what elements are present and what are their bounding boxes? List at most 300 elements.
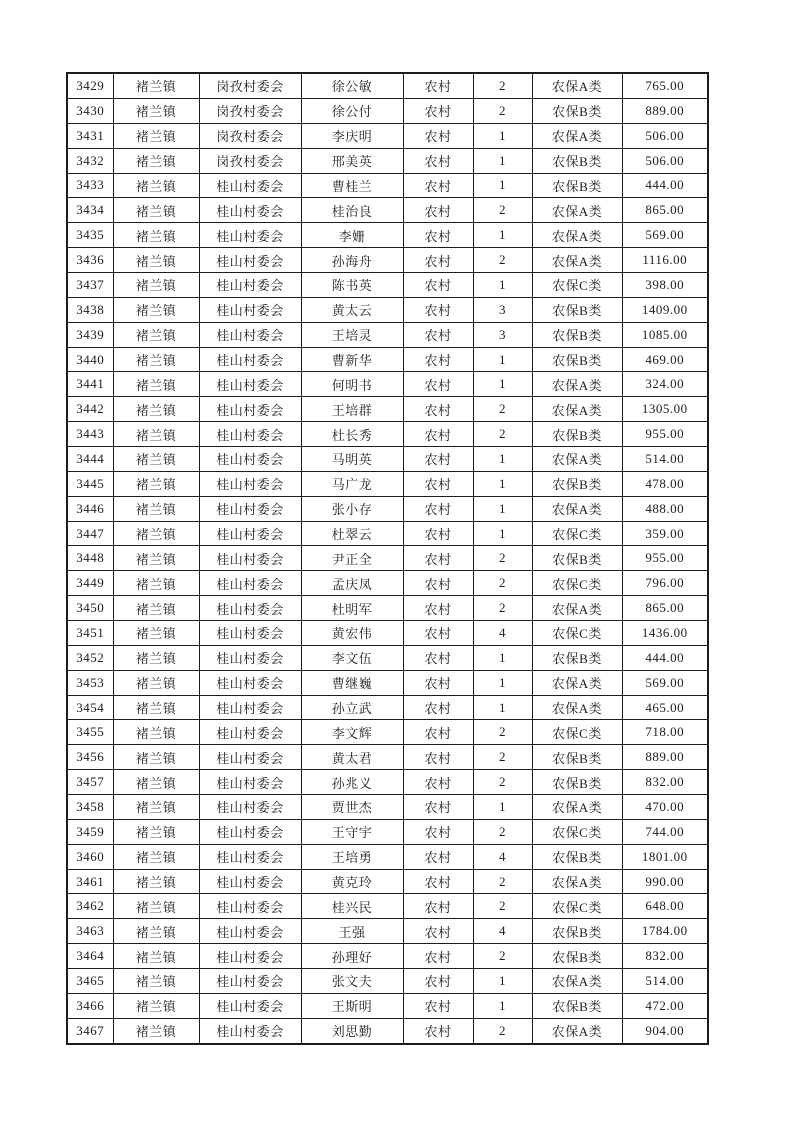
table-cell: 2 [473, 73, 532, 98]
table-cell: 桂山村委会 [199, 919, 301, 944]
table-cell: 648.00 [622, 894, 708, 919]
table-cell: 褚兰镇 [113, 770, 199, 795]
table-cell: 农村 [403, 869, 473, 894]
table-cell: 3433 [67, 173, 113, 198]
table-cell: 569.00 [622, 223, 708, 248]
table-row [67, 73, 708, 98]
table-cell: 何明书 [301, 372, 403, 397]
table-cell: 765.00 [622, 73, 708, 98]
table-cell: 3447 [67, 521, 113, 546]
table-cell: 832.00 [622, 944, 708, 969]
table-cell: 3430 [67, 98, 113, 123]
table-cell: 865.00 [622, 596, 708, 621]
table-cell: 3434 [67, 198, 113, 223]
table-row [67, 148, 708, 173]
table-cell: 农村 [403, 571, 473, 596]
table-row [67, 944, 708, 969]
table-cell: 褚兰镇 [113, 894, 199, 919]
table-cell: 3431 [67, 123, 113, 148]
table-cell: 桂山村委会 [199, 869, 301, 894]
table-cell: 2 [473, 720, 532, 745]
table-cell: 农村 [403, 919, 473, 944]
table-row [67, 297, 708, 322]
table-cell: 李文伍 [301, 645, 403, 670]
table-cell: 1 [473, 670, 532, 695]
table-cell: 1085.00 [622, 322, 708, 347]
table-cell: 褚兰镇 [113, 621, 199, 646]
table-cell: 褚兰镇 [113, 297, 199, 322]
table-cell: 褚兰镇 [113, 745, 199, 770]
table-cell: 1 [473, 471, 532, 496]
table-cell: 桂山村委会 [199, 546, 301, 571]
table-cell: 3448 [67, 546, 113, 571]
table-cell: 农村 [403, 521, 473, 546]
table-cell: 796.00 [622, 571, 708, 596]
table-cell: 1784.00 [622, 919, 708, 944]
table-cell: 孙海舟 [301, 248, 403, 273]
table-cell: 农村 [403, 1018, 473, 1044]
table-cell: 889.00 [622, 98, 708, 123]
table-cell: 褚兰镇 [113, 969, 199, 994]
table-cell: 褚兰镇 [113, 422, 199, 447]
table-cell: 褚兰镇 [113, 645, 199, 670]
table-cell: 2 [473, 198, 532, 223]
table-cell: 1 [473, 223, 532, 248]
table-cell: 444.00 [622, 645, 708, 670]
table-row [67, 720, 708, 745]
table-cell: 王培勇 [301, 844, 403, 869]
table-cell: 褚兰镇 [113, 372, 199, 397]
table-cell: 478.00 [622, 471, 708, 496]
table-cell: 1 [473, 795, 532, 820]
table-cell: 邢美英 [301, 148, 403, 173]
table-row [67, 496, 708, 521]
table-cell: 褚兰镇 [113, 123, 199, 148]
table-cell: 桂山村委会 [199, 223, 301, 248]
table-cell: 农村 [403, 596, 473, 621]
table-cell: 尹正全 [301, 546, 403, 571]
table-cell: 农保A类 [532, 397, 622, 422]
table-cell: 褚兰镇 [113, 248, 199, 273]
table-row [67, 422, 708, 447]
table-cell: 农村 [403, 720, 473, 745]
table-cell: 3465 [67, 969, 113, 994]
table-cell: 2 [473, 869, 532, 894]
table-cell: 桂山村委会 [199, 322, 301, 347]
table-cell: 农保A类 [532, 596, 622, 621]
table-cell: 褚兰镇 [113, 571, 199, 596]
table-cell: 黄太云 [301, 297, 403, 322]
table-cell: 3443 [67, 422, 113, 447]
table-cell: 农村 [403, 372, 473, 397]
table-cell: 农村 [403, 546, 473, 571]
table-cell: 贾世杰 [301, 795, 403, 820]
table-cell: 3467 [67, 1018, 113, 1044]
table-cell: 3462 [67, 894, 113, 919]
table-cell: 桂山村委会 [199, 695, 301, 720]
table-cell: 褚兰镇 [113, 322, 199, 347]
table-cell: 农村 [403, 297, 473, 322]
table-cell: 955.00 [622, 422, 708, 447]
table-cell: 王守宇 [301, 819, 403, 844]
table-cell: 农保A类 [532, 496, 622, 521]
table-cell: 桂山村委会 [199, 422, 301, 447]
table-cell: 3454 [67, 695, 113, 720]
table-cell: 桂山村委会 [199, 720, 301, 745]
table-cell: 桂山村委会 [199, 248, 301, 273]
table-cell: 农保B类 [532, 645, 622, 670]
table-cell: 2 [473, 596, 532, 621]
table-cell: 农村 [403, 73, 473, 98]
table-cell: 徐公敏 [301, 73, 403, 98]
table-row [67, 173, 708, 198]
table-cell: 张文夫 [301, 969, 403, 994]
table-cell: 褚兰镇 [113, 98, 199, 123]
table-cell: 农村 [403, 447, 473, 472]
table-cell: 农保B类 [532, 993, 622, 1018]
table-cell: 农村 [403, 422, 473, 447]
table-cell: 农保B类 [532, 770, 622, 795]
table-cell: 2 [473, 248, 532, 273]
table-cell: 488.00 [622, 496, 708, 521]
table-cell: 2 [473, 819, 532, 844]
table-cell: 桂山村委会 [199, 347, 301, 372]
table-cell: 3432 [67, 148, 113, 173]
table-cell: 农保B类 [532, 745, 622, 770]
table-cell: 桂山村委会 [199, 745, 301, 770]
table-row [67, 969, 708, 994]
table-row [67, 596, 708, 621]
table-cell: 3440 [67, 347, 113, 372]
table-cell: 农村 [403, 795, 473, 820]
table-cell: 3438 [67, 297, 113, 322]
table-cell: 农村 [403, 819, 473, 844]
table-cell: 3461 [67, 869, 113, 894]
table-cell: 桂山村委会 [199, 397, 301, 422]
table-cell: 2 [473, 571, 532, 596]
table-cell: 李庆明 [301, 123, 403, 148]
table-cell: 农村 [403, 695, 473, 720]
table-cell: 王强 [301, 919, 403, 944]
table-cell: 3450 [67, 596, 113, 621]
table-cell: 农保A类 [532, 123, 622, 148]
table-cell: 3457 [67, 770, 113, 795]
table-cell: 岗孜村委会 [199, 123, 301, 148]
table-cell: 农村 [403, 322, 473, 347]
table-cell: 农保B类 [532, 173, 622, 198]
table-row [67, 695, 708, 720]
table-row [67, 98, 708, 123]
table-cell: 324.00 [622, 372, 708, 397]
table-cell: 马广龙 [301, 471, 403, 496]
table-cell: 农保A类 [532, 372, 622, 397]
table-cell: 955.00 [622, 546, 708, 571]
table-cell: 桂山村委会 [199, 993, 301, 1018]
table-cell: 904.00 [622, 1018, 708, 1044]
table-cell: 农村 [403, 770, 473, 795]
table-cell: 桂山村委会 [199, 894, 301, 919]
table-cell: 褚兰镇 [113, 993, 199, 1018]
table-cell: 506.00 [622, 123, 708, 148]
table-cell: 农保A类 [532, 795, 622, 820]
table-cell: 褚兰镇 [113, 471, 199, 496]
table-cell: 褚兰镇 [113, 819, 199, 844]
table-cell: 褚兰镇 [113, 173, 199, 198]
table-row [67, 645, 708, 670]
table-cell: 农村 [403, 198, 473, 223]
table-cell: 3437 [67, 273, 113, 298]
table-cell: 农保B类 [532, 322, 622, 347]
table-cell: 514.00 [622, 447, 708, 472]
table-cell: 黄太君 [301, 745, 403, 770]
table-cell: 农保A类 [532, 73, 622, 98]
table-row [67, 372, 708, 397]
table-cell: 3463 [67, 919, 113, 944]
table-cell: 曹新华 [301, 347, 403, 372]
table-cell: 农村 [403, 347, 473, 372]
table-cell: 褚兰镇 [113, 198, 199, 223]
table-cell: 2 [473, 397, 532, 422]
table-cell: 农村 [403, 670, 473, 695]
table-cell: 桂山村委会 [199, 521, 301, 546]
table-cell: 832.00 [622, 770, 708, 795]
table-cell: 农保B类 [532, 546, 622, 571]
table-cell: 农村 [403, 496, 473, 521]
table-cell: 农村 [403, 645, 473, 670]
table-cell: 农保B类 [532, 98, 622, 123]
table-cell: 1 [473, 695, 532, 720]
table-row [67, 248, 708, 273]
table-cell: 桂山村委会 [199, 596, 301, 621]
table-cell: 农保A类 [532, 248, 622, 273]
table-cell: 农保B类 [532, 471, 622, 496]
table-cell: 3449 [67, 571, 113, 596]
table-cell: 桂山村委会 [199, 795, 301, 820]
table-row [67, 123, 708, 148]
table-row [67, 471, 708, 496]
table-row [67, 993, 708, 1018]
table-cell: 3435 [67, 223, 113, 248]
table-cell: 398.00 [622, 273, 708, 298]
table-cell: 马明英 [301, 447, 403, 472]
table-cell: 农保A类 [532, 447, 622, 472]
table-cell: 3 [473, 322, 532, 347]
table-cell: 2 [473, 770, 532, 795]
table-cell: 王斯明 [301, 993, 403, 1018]
table-cell: 桂山村委会 [199, 1018, 301, 1044]
table-cell: 桂山村委会 [199, 645, 301, 670]
table-cell: 3429 [67, 73, 113, 98]
table-cell: 2 [473, 1018, 532, 1044]
table-cell: 褚兰镇 [113, 546, 199, 571]
table-cell: 岗孜村委会 [199, 148, 301, 173]
table-cell: 桂山村委会 [199, 471, 301, 496]
table-cell: 农保A类 [532, 695, 622, 720]
table-cell: 农村 [403, 273, 473, 298]
table-cell: 农村 [403, 993, 473, 1018]
table-cell: 农村 [403, 894, 473, 919]
table-cell: 杜明军 [301, 596, 403, 621]
table-cell: 990.00 [622, 869, 708, 894]
table-cell: 4 [473, 844, 532, 869]
table-cell: 褚兰镇 [113, 919, 199, 944]
table-cell: 杜翠云 [301, 521, 403, 546]
table-cell: 359.00 [622, 521, 708, 546]
table-cell: 农保C类 [532, 819, 622, 844]
table-cell: 3436 [67, 248, 113, 273]
table-cell: 1116.00 [622, 248, 708, 273]
table-cell: 4 [473, 621, 532, 646]
table-cell: 3 [473, 297, 532, 322]
table-cell: 桂山村委会 [199, 496, 301, 521]
table-cell: 褚兰镇 [113, 795, 199, 820]
table-cell: 3466 [67, 993, 113, 1018]
table-cell: 桂山村委会 [199, 447, 301, 472]
table-cell: 农村 [403, 621, 473, 646]
table-row [67, 223, 708, 248]
table-cell: 3444 [67, 447, 113, 472]
table-cell: 黄宏伟 [301, 621, 403, 646]
table-cell: 农保B类 [532, 944, 622, 969]
table-cell: 1 [473, 347, 532, 372]
table-row [67, 670, 708, 695]
table-cell: 徐公付 [301, 98, 403, 123]
table-cell: 曹桂兰 [301, 173, 403, 198]
table-cell: 865.00 [622, 198, 708, 223]
table-cell: 褚兰镇 [113, 273, 199, 298]
table-cell: 3452 [67, 645, 113, 670]
table-cell: 孟庆凤 [301, 571, 403, 596]
table-cell: 农保B类 [532, 919, 622, 944]
table-cell: 刘思勤 [301, 1018, 403, 1044]
table-row [67, 322, 708, 347]
table-cell: 褚兰镇 [113, 869, 199, 894]
table-cell: 1 [473, 372, 532, 397]
table-cell: 3453 [67, 670, 113, 695]
table-cell: 3464 [67, 944, 113, 969]
table-cell: 桂山村委会 [199, 944, 301, 969]
table-cell: 农村 [403, 844, 473, 869]
table-row [67, 745, 708, 770]
table-cell: 1 [473, 521, 532, 546]
table-cell: 3451 [67, 621, 113, 646]
table-cell: 褚兰镇 [113, 844, 199, 869]
table-cell: 农保B类 [532, 297, 622, 322]
table-cell: 3441 [67, 372, 113, 397]
table-cell: 3458 [67, 795, 113, 820]
table-row [67, 819, 708, 844]
table-cell: 桂山村委会 [199, 770, 301, 795]
table-cell: 1 [473, 273, 532, 298]
table-cell: 889.00 [622, 745, 708, 770]
table-cell: 农村 [403, 248, 473, 273]
table-cell: 王培群 [301, 397, 403, 422]
table-row [67, 795, 708, 820]
table-cell: 1 [473, 173, 532, 198]
table-cell: 李文辉 [301, 720, 403, 745]
table-cell: 农保C类 [532, 273, 622, 298]
table-cell: 农保A类 [532, 869, 622, 894]
table-row [67, 844, 708, 869]
table-cell: 孙立武 [301, 695, 403, 720]
table-cell: 718.00 [622, 720, 708, 745]
table-cell: 444.00 [622, 173, 708, 198]
table-row [67, 347, 708, 372]
table-row [67, 273, 708, 298]
table-cell: 孙兆义 [301, 770, 403, 795]
table-cell: 桂山村委会 [199, 571, 301, 596]
table-cell: 桂山村委会 [199, 297, 301, 322]
table-cell: 3460 [67, 844, 113, 869]
table-cell: 农保A类 [532, 1018, 622, 1044]
table-row [67, 1018, 708, 1044]
table-cell: 褚兰镇 [113, 944, 199, 969]
table-cell: 褚兰镇 [113, 521, 199, 546]
table-body [67, 73, 708, 1044]
table-cell: 桂兴民 [301, 894, 403, 919]
table-cell: 农保A类 [532, 198, 622, 223]
table-cell: 农村 [403, 223, 473, 248]
table-cell: 3445 [67, 471, 113, 496]
table-cell: 农村 [403, 397, 473, 422]
table-cell: 农村 [403, 148, 473, 173]
table-cell: 农村 [403, 123, 473, 148]
table-cell: 褚兰镇 [113, 596, 199, 621]
table-cell: 桂山村委会 [199, 173, 301, 198]
table-cell: 桂山村委会 [199, 198, 301, 223]
table-cell: 陈书英 [301, 273, 403, 298]
table-cell: 465.00 [622, 695, 708, 720]
table-cell: 1 [473, 645, 532, 670]
table-cell: 岗孜村委会 [199, 73, 301, 98]
table-cell: 桂山村委会 [199, 621, 301, 646]
table-cell: 桂山村委会 [199, 844, 301, 869]
table-cell: 农保C类 [532, 621, 622, 646]
table-cell: 张小存 [301, 496, 403, 521]
table-cell: 2 [473, 98, 532, 123]
table-cell: 514.00 [622, 969, 708, 994]
records-table [66, 72, 709, 1045]
table-cell: 褚兰镇 [113, 496, 199, 521]
table-cell: 农保C类 [532, 894, 622, 919]
table-cell: 褚兰镇 [113, 148, 199, 173]
table-cell: 2 [473, 745, 532, 770]
table-cell: 农保C类 [532, 571, 622, 596]
table-cell: 桂山村委会 [199, 969, 301, 994]
table-row [67, 447, 708, 472]
table-cell: 农保B类 [532, 844, 622, 869]
table-cell: 1 [473, 496, 532, 521]
table-cell: 桂山村委会 [199, 372, 301, 397]
table-cell: 曹继巍 [301, 670, 403, 695]
table-row [67, 198, 708, 223]
table-cell: 褚兰镇 [113, 720, 199, 745]
table-cell: 农保B类 [532, 422, 622, 447]
table-cell: 1305.00 [622, 397, 708, 422]
table-cell: 3455 [67, 720, 113, 745]
table-cell: 农保A类 [532, 969, 622, 994]
table-cell: 3459 [67, 819, 113, 844]
table-cell: 褚兰镇 [113, 397, 199, 422]
table-cell: 褚兰镇 [113, 347, 199, 372]
table-row [67, 546, 708, 571]
table-cell: 岗孜村委会 [199, 98, 301, 123]
table-cell: 2 [473, 944, 532, 969]
table-cell: 3446 [67, 496, 113, 521]
table-cell: 2 [473, 894, 532, 919]
table-row [67, 621, 708, 646]
table-cell: 2 [473, 546, 532, 571]
